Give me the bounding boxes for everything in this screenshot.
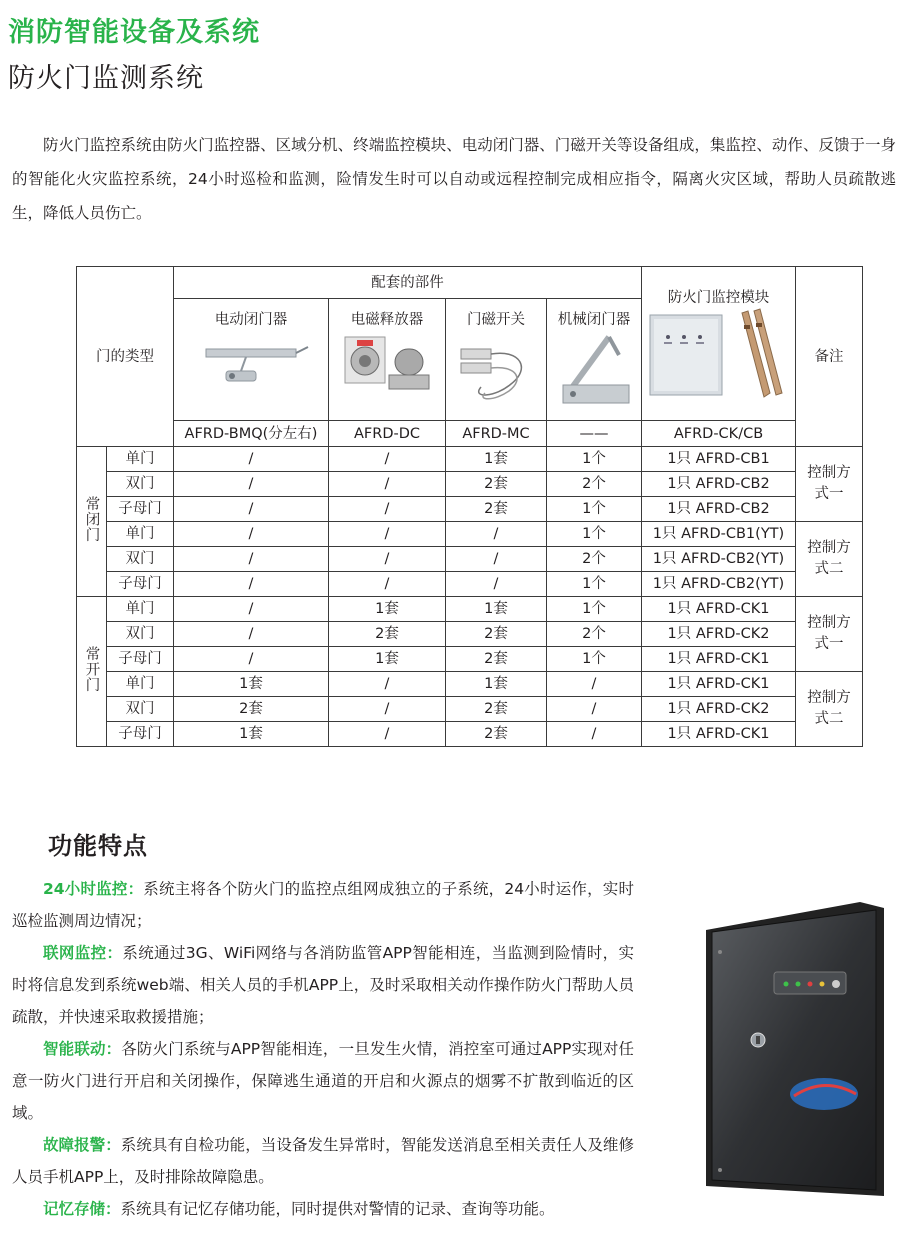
note-cell: 控制方式一 <box>796 447 863 522</box>
table-cell: 1套 <box>446 672 547 697</box>
model-2: AFRD-DC <box>329 421 446 447</box>
table-row <box>77 472 863 497</box>
feature-text: 系统具有记忆存储功能，同时提供对警情的记录、查询等功能。 <box>120 1200 555 1218</box>
table-cell: 1只 AFRD-CK1 <box>642 647 796 672</box>
table-cell: / <box>174 447 329 472</box>
spec-table <box>76 266 863 747</box>
electromagnetic-holder-image <box>337 329 437 409</box>
category-title: 消防智能设备及系统 <box>8 17 260 48</box>
part-label-3: 门磁开关 <box>467 311 525 328</box>
table-row <box>77 447 863 472</box>
table-cell: 单门 <box>107 672 174 697</box>
table-cell: 单门 <box>107 522 174 547</box>
part-label-4: 机械闭门器 <box>557 311 631 328</box>
table-cell: / <box>174 572 329 597</box>
table-row <box>77 522 863 547</box>
table-cell: / <box>547 672 642 697</box>
table-cell: 2个 <box>547 622 642 647</box>
table-cell: 1个 <box>547 522 642 547</box>
table-cell: 2个 <box>547 472 642 497</box>
table-cell: 1套 <box>446 597 547 622</box>
table-cell: 1只 AFRD-CK1 <box>642 672 796 697</box>
note-cell: 控制方式二 <box>796 672 863 747</box>
table-cell: 1套 <box>174 672 329 697</box>
table-cell: 1套 <box>174 722 329 747</box>
table-cell: 1个 <box>547 572 642 597</box>
feature-text: 各防火门系统与APP智能相连，一旦发生火情，消控室可通过APP实现对任意一防火门进行开启和关闭操作，保障逃生通道的开启和火源点的烟雾不扩散到临近的区域。 <box>12 1040 634 1122</box>
table-cell: / <box>174 622 329 647</box>
door-type-header: 门的类型 <box>77 267 174 447</box>
table-cell: / <box>174 647 329 672</box>
feature-item <box>12 873 634 937</box>
table-cell: 子母门 <box>107 572 174 597</box>
feature-text: 系统主将各个防火门的监控点组网成独立的子系统，24小时运作，实时巡检监测周边情况； <box>12 880 634 930</box>
table-cell: / <box>547 697 642 722</box>
table-cell: 1套 <box>446 447 547 472</box>
feature-item <box>12 1193 634 1225</box>
parts-header: 配套的部件 <box>174 267 642 299</box>
model-5: AFRD-CK/CB <box>642 421 796 447</box>
door-magnetic-switch-image <box>451 329 541 409</box>
table-cell: / <box>547 722 642 747</box>
intro-paragraph: 防火门监控系统由防火门监控器、区域分机、终端监控模块、电动闭门器、门磁开关等设备组成，集监控、动作、反馈于一身的智能化火灾监控系统，24小时巡检和监测，险情发生时可以自动或远程控制完成相应指令，隔离火灾区域，帮助人员疏散逃生，降低人员伤亡。 <box>12 136 896 222</box>
table-cell: 2套 <box>174 697 329 722</box>
table-cell: 双门 <box>107 697 174 722</box>
monitor-cabinet-image <box>700 900 890 1200</box>
table-cell: 子母门 <box>107 497 174 522</box>
part-cell-2 <box>329 299 446 421</box>
table-cell: / <box>329 447 446 472</box>
table-cell: 1只 AFRD-CB1 <box>642 447 796 472</box>
group-label-closed: 常闭门 <box>77 447 107 597</box>
table-cell: / <box>329 697 446 722</box>
table-cell: 1只 AFRD-CK1 <box>642 722 796 747</box>
table-cell: / <box>174 547 329 572</box>
feature-keyword: 联网监控： <box>43 944 123 962</box>
table-cell: 2套 <box>446 497 547 522</box>
table-cell: 1只 AFRD-CB1(YT) <box>642 522 796 547</box>
table-cell: 子母门 <box>107 722 174 747</box>
table-cell: 单门 <box>107 447 174 472</box>
table-row <box>77 547 863 572</box>
note-cell: 控制方式一 <box>796 597 863 672</box>
part-label-2: 电磁释放器 <box>350 311 424 328</box>
table-cell: 1个 <box>547 597 642 622</box>
feature-keyword: 故障报警： <box>43 1136 121 1154</box>
table-cell: 单门 <box>107 597 174 622</box>
table-cell: 双门 <box>107 622 174 647</box>
table-cell: 1套 <box>329 597 446 622</box>
table-cell: 2个 <box>547 547 642 572</box>
model-1: AFRD-BMQ(分左右) <box>174 421 329 447</box>
feature-item <box>12 1033 634 1129</box>
part-cell-4 <box>547 299 642 421</box>
table-cell: 2套 <box>329 622 446 647</box>
table-row <box>77 722 863 747</box>
table-row <box>77 697 863 722</box>
feature-keyword: 24小时监控： <box>43 880 144 898</box>
table-cell: / <box>329 497 446 522</box>
table-row <box>77 497 863 522</box>
feature-item <box>12 937 634 1033</box>
table-row <box>77 672 863 697</box>
table-cell: 子母门 <box>107 647 174 672</box>
table-cell: / <box>174 522 329 547</box>
table-cell: 1个 <box>547 497 642 522</box>
page-title: 防火门监测系统 <box>8 63 204 94</box>
part-cell-1 <box>174 299 329 421</box>
table-row <box>77 572 863 597</box>
model-3: AFRD-MC <box>446 421 547 447</box>
mechanical-closer-image <box>549 329 639 409</box>
brand-logo <box>790 1078 858 1110</box>
table-cell: 2套 <box>446 722 547 747</box>
table-cell: 1个 <box>547 647 642 672</box>
feature-text: 系统具有自检功能，当设备发生异常时，智能发送消息至相关责任人及维修人员手机APP上，及时排除故障隐患。 <box>12 1136 634 1186</box>
table-cell: 双门 <box>107 547 174 572</box>
feature-keyword: 记忆存储： <box>43 1200 121 1218</box>
table-cell: / <box>329 522 446 547</box>
door-closer-image <box>186 329 316 409</box>
module-header: 防火门监控模块 <box>667 289 770 306</box>
table-cell: 1只 AFRD-CK2 <box>642 622 796 647</box>
table-cell: / <box>174 472 329 497</box>
table-cell: / <box>174 597 329 622</box>
table-cell: 1只 AFRD-CB2(YT) <box>642 572 796 597</box>
table-cell: / <box>329 547 446 572</box>
table-cell: 1套 <box>329 647 446 672</box>
note-header: 备注 <box>796 267 863 447</box>
features-title: 功能特点 <box>48 832 148 860</box>
group-label-open: 常开门 <box>77 597 107 747</box>
table-cell: / <box>329 472 446 497</box>
feature-item <box>12 1129 634 1193</box>
note-cell: 控制方式二 <box>796 522 863 597</box>
table-cell: 1只 AFRD-CK1 <box>642 597 796 622</box>
table-cell: 2套 <box>446 472 547 497</box>
table-row <box>77 597 863 622</box>
table-cell: / <box>329 722 446 747</box>
table-row <box>77 647 863 672</box>
part-label-1: 电动闭门器 <box>214 311 288 328</box>
table-cell: / <box>446 572 547 597</box>
features-list <box>12 873 634 1225</box>
table-cell: 2套 <box>446 697 547 722</box>
table-cell: / <box>329 672 446 697</box>
table-cell: 1只 AFRD-CB2(YT) <box>642 547 796 572</box>
part-cell-3 <box>446 299 547 421</box>
feature-keyword: 智能联动： <box>43 1040 122 1058</box>
monitor-module-image <box>644 307 794 403</box>
table-cell: 双门 <box>107 472 174 497</box>
table-cell: 1个 <box>547 447 642 472</box>
table-cell: / <box>446 522 547 547</box>
table-cell: 1只 AFRD-CK2 <box>642 697 796 722</box>
table-cell: / <box>446 547 547 572</box>
table-cell: / <box>329 572 446 597</box>
table-row <box>77 622 863 647</box>
model-4: —— <box>547 421 642 447</box>
module-header-cell <box>642 267 796 421</box>
table-cell: 2套 <box>446 622 547 647</box>
table-cell: 1只 AFRD-CB2 <box>642 497 796 522</box>
table-cell: / <box>174 497 329 522</box>
feature-text: 系统通过3G、WiFi网络与各消防监管APP智能相连，当监测到险情时，实时将信息发到系统web端、相关人员的手机APP上，及时采取相关动作操作防火门帮助人员疏散，并快速采取救援措施； <box>12 944 634 1026</box>
table-cell: 2套 <box>446 647 547 672</box>
table-cell: 1只 AFRD-CB2 <box>642 472 796 497</box>
